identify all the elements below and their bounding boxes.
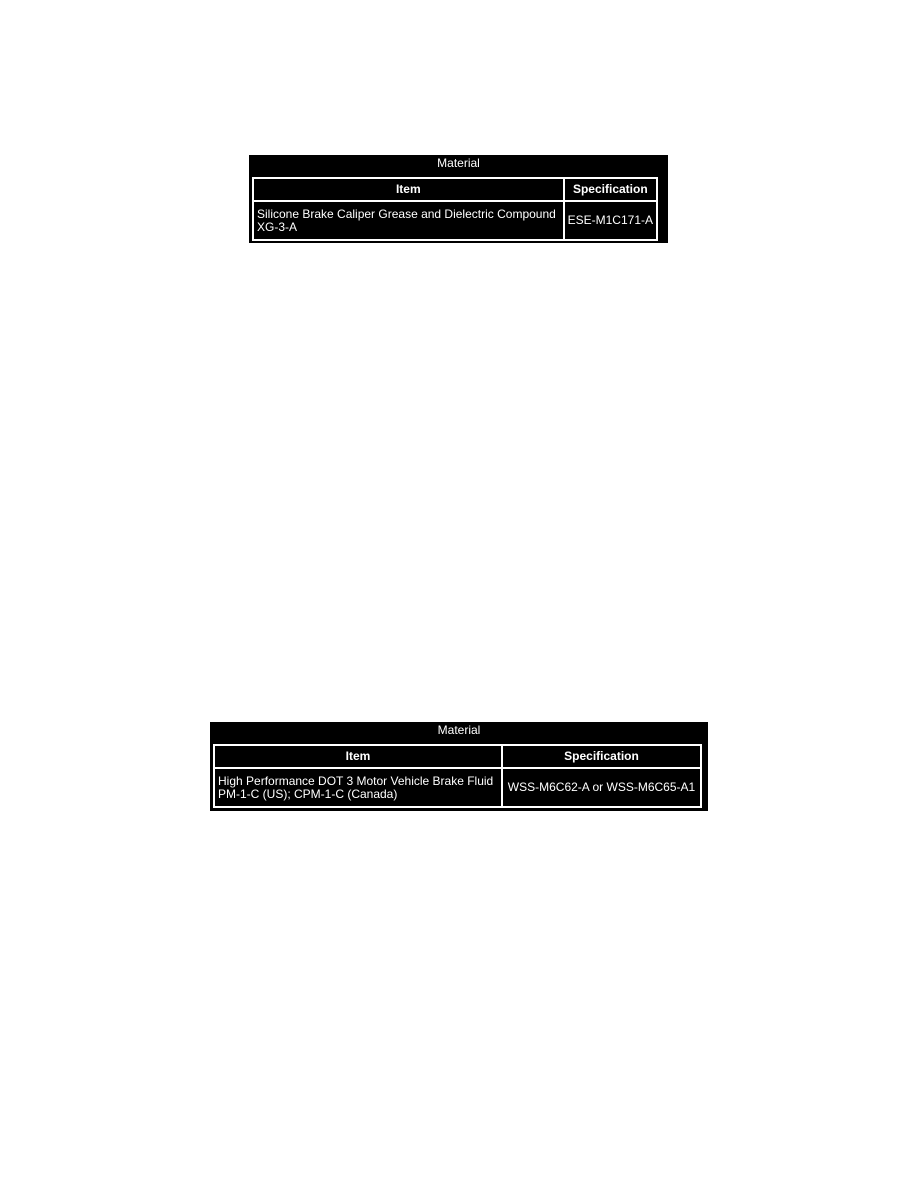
column-header-item: Item [253,178,564,201]
material-spec-table [252,177,658,241]
column-header-specification: Specification [502,745,701,768]
table-caption: Material [437,156,480,170]
table-caption: Material [437,723,481,737]
cell-specification: ESE-M1C171-A [564,201,657,240]
cell-specification: WSS-M6C62-A or WSS-M6C65-A1 [502,768,701,807]
column-header-item: Item [214,745,502,768]
cell-item: High Performance DOT 3 Motor Vehicle Brake Fluid PM-1-C (US); CPM-1-C (Canada) [214,768,502,807]
material-spec-table [213,744,702,808]
material-table-brake-fluid [210,722,708,811]
table-header-row [253,178,657,201]
table-row [214,768,701,807]
column-header-specification: Specification [564,178,657,201]
table-row [253,201,657,240]
cell-item: Silicone Brake Caliper Grease and Dielectric Compound XG-3-A [253,201,564,240]
material-table-caliper-grease [249,155,668,243]
table-header-row [214,745,701,768]
